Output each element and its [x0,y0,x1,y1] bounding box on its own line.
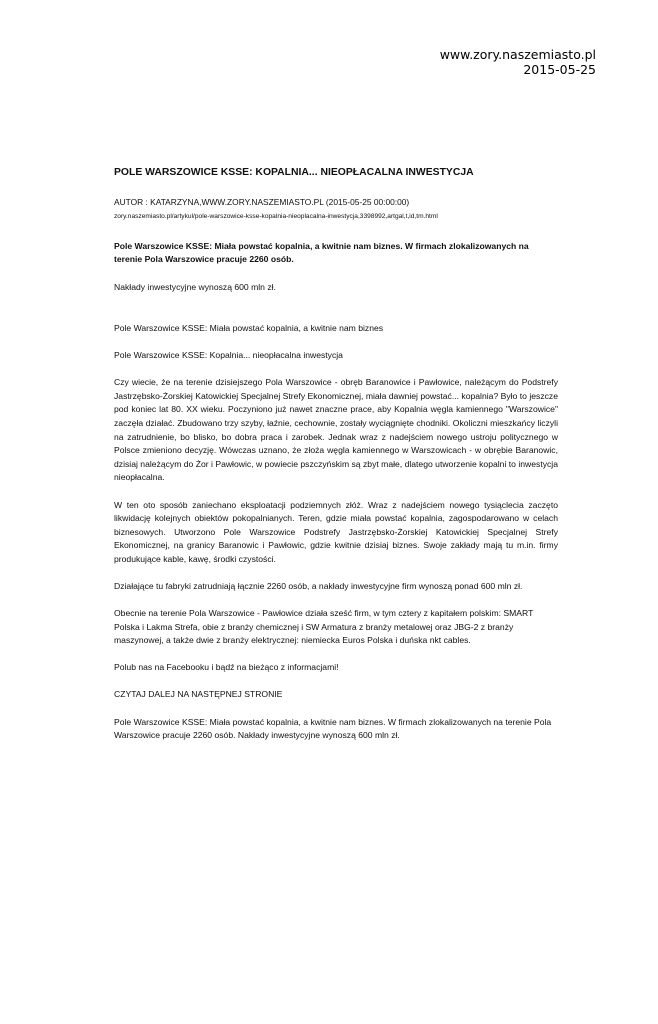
article-title: POLE WARSZOWICE KSSE: KOPALNIA... NIEOPŁACALNA INWESTYCJA [114,167,474,178]
article [114,166,558,756]
paragraph: W ten oto sposób zaniechano eksploatacji podziemnych złóż. Wraz z nadejściem nowego tysiąclecia zaczęto likwidację kolejnych obiektów pokopalnianych. Teren, gdzie miała powstać kopalnia, zagospodarowano w celach biznesowych. Utworzono Pole Warszowice Podstrefy Jastrzębsko-Żorskiej Katowickiej Specjalnej Strefy Ekonomicznej, na granicy Baranowic i Pawłowic, gdzie kwitnie dzisiaj biznes. Swoje zakłady mają tu m.in. firmy produkujące kable, kawę, środki czystości. [114,499,558,564]
article-lead: Pole Warszowice KSSE: Miała powstać kopalnia, a kwitnie nam biznes. W firmach zlokalizowanych na terenie Pola Warszowice pracuje 2260 osób. [114,240,529,265]
paragraph: Obecnie na terenie Pola Warszowice - Pawłowice działa sześć firm, w tym cztery z kapitałem polskim: SMART Polska i Lakma Strefa, obie z branży chemicznej i SW Armatura z branży metalowej oraz JBG-2 z branży maszynowej, a także dwie z branży elektrycznej: niemiecka Euros Polska i duńska nkt cables. [114,608,534,646]
paragraph: Pole Warszowice KSSE: Miała powstać kopalnia, a kwitnie nam biznes. W firmach zlokalizowanych na terenie Pola Warszowice pracuje 2260 osób. Nakłady inwestycyjne wynoszą 600 mln zł. [114,716,552,741]
paragraph: Nakłady inwestycyjne wynoszą 600 mln zł. [114,281,276,292]
page-header [440,47,596,77]
paragraph: Pole Warszowice KSSE: Miała powstać kopalnia, a kwitnie nam biznes [114,323,384,334]
paragraph: Polub nas na Facebooku i bądź na bieżąco z informacjami! [114,662,339,673]
paragraph: Czy wiecie, że na terenie dzisiejszego Pola Warszowice - obręb Baranowice i Pawłowice, należącym do Podstrefy Jastrzębsko-Żorskiej Katowickiej Specjalnej Strefy Ekonomicznej, miała dawniej powstać... kopalnia? Było to jeszcze pod koniec lat 80. XX wieku. Poczyniono już nawet znaczne prace, aby Kopalnia węgla kamiennego "Warszowice" zaczęła działać. Zbudowano trzy szyby, łaźnie, cechownie, zostały wyciągnięte chodniki. Okoliczni mieszkańcy liczyli na zatrudnienie, bo blisko, bo dobra praca i zarobek. Jednak wraz z nadejściem nowego ustroju politycznego w Polsce zmieniono decyzję. Wówczas uznano, że złoża węgla kamiennego w Warszowicach - w obrębie Baranowic, dzisiaj należącym do Żor i Pawłowic, w powiecie pszczyńskim są zbyt małe, dlatego utworzenie kopalni to inwestycja nieopłacalna. [114,377,558,483]
paragraph: Pole Warszowice KSSE: Kopalnia... nieopłacalna inwestycja [114,350,343,361]
print-date: 2015-05-25 [523,62,596,77]
site-url: www.zory.naszemiasto.pl [439,47,596,62]
paragraph: CZYTAJ DALEJ NA NASTĘPNEJ STRONIE [114,689,283,700]
paragraph: Działające tu fabryki zatrudniają łącznie 2260 osób, a nakłady inwestycyjne firm wynoszą ponad 600 mln zł. [114,580,523,591]
author-line: AUTOR : KATARZYNA,WWW.ZORY.NASZEMIASTO.PL (2015-05-25 00:00:00) [114,196,410,207]
article-url: zory.naszemiasto.pl/artykul/pole-warszowice-ksse-kopalnia-nieoplacalna-inwestycja,3398992,artgal,t,id,tm.html [114,213,438,221]
